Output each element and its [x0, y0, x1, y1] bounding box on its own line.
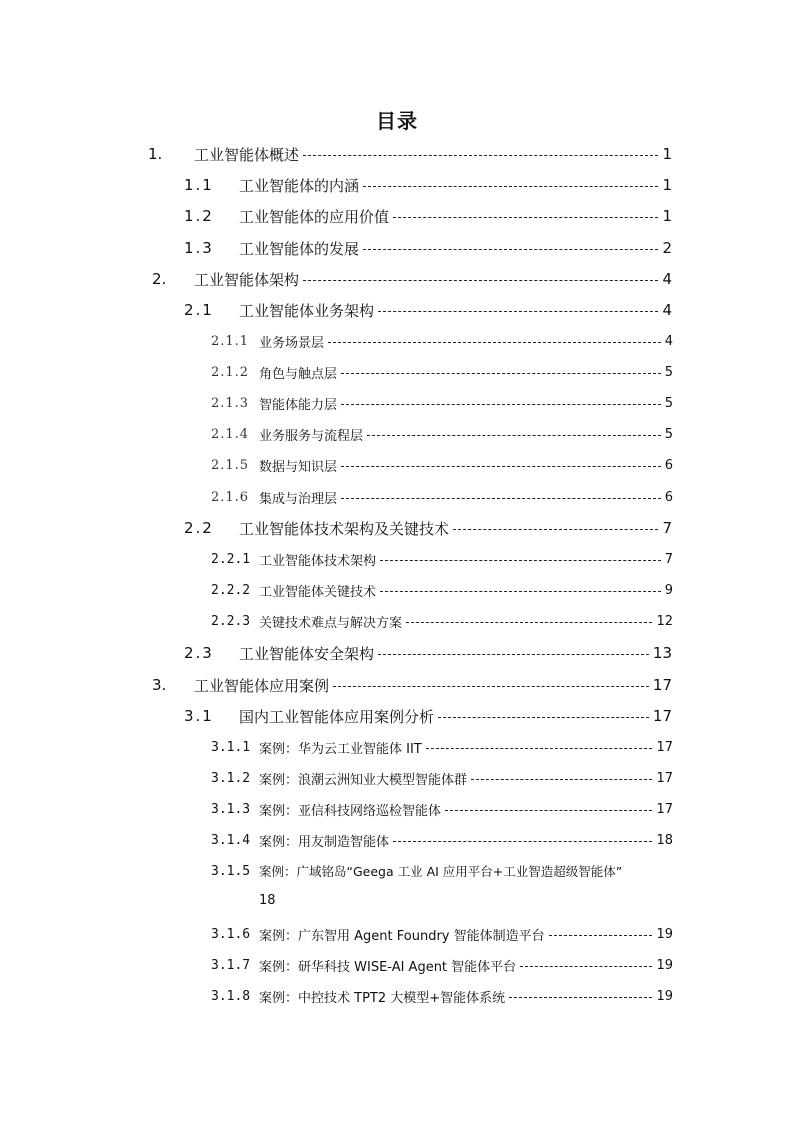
toc-entry-3[interactable] [152, 674, 672, 696]
toc-entry-2-1-6[interactable] [211, 486, 673, 508]
toc-page: 5 [664, 426, 673, 442]
toc-label: 业务场景层 [259, 335, 325, 351]
toc-number: 1.3 [184, 239, 214, 257]
toc-number: 2.2.2 [211, 582, 251, 598]
toc-number: 2.2.3 [211, 613, 251, 629]
toc-entry-2-2[interactable] [184, 517, 672, 539]
toc-page: 4 [662, 270, 672, 288]
toc-entry-3-1-7[interactable] [211, 954, 673, 976]
leader-dots [380, 560, 661, 561]
toc-number: 1.1 [184, 176, 214, 194]
toc-entry-3-1-6[interactable] [211, 923, 673, 945]
leader-dots [380, 591, 661, 592]
toc-label: 案例：中控技术 TPT2 大模型+智能体系统 [259, 990, 506, 1006]
toc-number: 3.1.2 [211, 770, 251, 786]
toc-page: 18 [656, 832, 673, 848]
toc-page: 19 [656, 926, 673, 942]
toc-label: 案例：亚信科技网络巡检智能体 [259, 803, 442, 819]
toc-label: 工业智能体技术架构 [259, 553, 377, 569]
leader-dots [341, 498, 661, 499]
leader-dots [438, 717, 649, 718]
leader-dots [303, 155, 658, 156]
toc-label: 业务服务与流程层 [259, 428, 364, 444]
toc-page: 17 [652, 676, 672, 694]
toc-page: 2 [662, 239, 672, 257]
toc-label: 案例：用友制造智能体 [259, 834, 390, 850]
toc-label: 智能体能力层 [259, 397, 338, 413]
toc-page: 17 [656, 770, 673, 786]
toc-number: 3.1.5 [211, 863, 251, 879]
toc-entry-2-1-3[interactable] [211, 392, 673, 414]
toc-label: 数据与知识层 [259, 459, 338, 475]
toc-label: 工业智能体的发展 [239, 239, 360, 258]
toc-number: 2.1.3 [211, 395, 250, 411]
toc-entry-3-1-1[interactable] [211, 736, 673, 758]
leader-dots [393, 217, 658, 218]
leader-dots [378, 311, 658, 312]
toc-number: 2.1.5 [211, 457, 250, 473]
toc-entry-2-1-1[interactable] [211, 330, 673, 352]
toc-label: 案例：广东智用 Agent Foundry 智能体制造平台 [259, 928, 545, 944]
toc-entry-3-1-5[interactable] [211, 860, 673, 882]
leader-dots [393, 841, 652, 842]
toc-number: 3. [152, 676, 167, 694]
toc-entry-1-2[interactable] [184, 205, 672, 227]
toc-entry-3-1-3[interactable] [211, 798, 673, 820]
leader-dots [549, 935, 653, 936]
toc-number: 3.1.8 [211, 988, 251, 1004]
toc-number: 2.2 [184, 519, 214, 537]
toc-entry-3-1-2[interactable] [211, 767, 673, 789]
toc-entry-3-1-4[interactable] [211, 829, 673, 851]
leader-dots [471, 779, 652, 780]
leader-dots [367, 435, 661, 436]
toc-page: 19 [656, 957, 673, 973]
toc-page: 1 [662, 145, 672, 163]
toc-entry-2-3[interactable] [184, 642, 672, 664]
leader-dots [363, 186, 658, 187]
toc-entry-2-2-3[interactable] [211, 610, 673, 632]
toc-number: 3.1.3 [211, 801, 251, 817]
toc-page: 5 [664, 364, 673, 380]
toc-label: 案例：浪潮云洲知业大模型智能体群 [259, 772, 468, 788]
toc-number: 2.1.4 [211, 426, 250, 442]
toc-page: 6 [664, 489, 673, 505]
toc-entry-2-2-2[interactable] [211, 579, 673, 601]
leader-dots [378, 654, 649, 655]
toc-number: 2.1.1 [211, 333, 250, 349]
toc-label: 工业智能体的应用价值 [239, 207, 390, 226]
toc-page: 5 [664, 395, 673, 411]
toc-label: 关键技术难点与解决方案 [259, 615, 403, 631]
leader-dots [520, 966, 652, 967]
toc-number: 1.2 [184, 207, 214, 225]
toc-page: 1 [662, 207, 672, 225]
toc-page: 4 [664, 333, 673, 349]
toc-number: 3.1 [184, 707, 214, 725]
toc-number: 3.1.1 [211, 739, 251, 755]
leader-dots [453, 529, 658, 530]
toc-entry-2-1-2[interactable] [211, 361, 673, 383]
toc-label: 工业智能体关键技术 [259, 584, 377, 600]
toc-page: 9 [664, 582, 673, 598]
toc-label: 集成与治理层 [259, 491, 338, 507]
toc-entry-2[interactable] [152, 268, 672, 290]
toc-entry-1-3[interactable] [184, 237, 672, 259]
toc-number: 2.1.2 [211, 364, 250, 380]
toc-number: 2.1.6 [211, 489, 250, 505]
toc-entry-3-1[interactable] [184, 705, 672, 727]
leader-dots [363, 249, 658, 250]
toc-label: 工业智能体概述 [194, 145, 300, 164]
toc-page: 4 [662, 301, 672, 319]
toc-label: 工业智能体应用案例 [194, 676, 330, 695]
toc-label: 角色与触点层 [259, 366, 338, 382]
toc-page-wrapped: 18 [259, 893, 276, 908]
toc-label: 案例：研华科技 WISE-AI Agent 智能体平台 [259, 959, 517, 975]
leader-dots [328, 342, 661, 343]
toc-page: 17 [652, 707, 672, 725]
leader-dots [406, 622, 652, 623]
toc-entry-2-1-5[interactable] [211, 454, 673, 476]
toc-title: 目录 [376, 109, 418, 133]
toc-page: 17 [656, 739, 673, 755]
toc-number: 2. [152, 270, 167, 288]
toc-number: 2.2.1 [211, 551, 251, 567]
leader-dots [333, 686, 649, 687]
toc-entry-2-2-1[interactable] [211, 548, 673, 570]
leader-dots [509, 997, 652, 998]
toc-label: 工业智能体架构 [194, 270, 300, 289]
leader-dots [341, 466, 661, 467]
toc-label: 案例：广域铭岛“Geega 工业 AI 应用平台+工业智造超级智能体” [259, 864, 623, 879]
toc-number: 3.1.4 [211, 832, 251, 848]
toc-entry-1-1[interactable] [184, 174, 672, 196]
toc-entry-2-1-4[interactable] [211, 423, 673, 445]
toc-number: 3.1.6 [211, 926, 251, 942]
toc-page: 1 [662, 176, 672, 194]
toc-label: 案例：华为云工业智能体 IIT [259, 741, 422, 757]
toc-entry-2-1[interactable] [184, 299, 672, 321]
toc-page: 7 [664, 551, 673, 567]
leader-dots [426, 748, 653, 749]
leader-dots [341, 373, 661, 374]
toc-page: 19 [656, 988, 673, 1004]
toc-label: 工业智能体技术架构及关键技术 [239, 519, 450, 538]
toc-number: 2.3 [184, 644, 214, 662]
toc-page: 17 [656, 801, 673, 817]
toc-page: 6 [664, 457, 673, 473]
toc-label: 工业智能体业务架构 [239, 301, 375, 320]
toc-entry-1[interactable] [148, 143, 672, 165]
toc-number: 2.1 [184, 301, 214, 319]
toc-label: 国内工业智能体应用案例分析 [239, 707, 435, 726]
toc-entry-3-1-8[interactable] [211, 985, 673, 1007]
toc-label: 工业智能体的内涵 [239, 176, 360, 195]
toc-page: 12 [656, 613, 673, 629]
toc-number: 1. [148, 145, 163, 163]
toc-page: 7 [662, 519, 672, 537]
leader-dots [341, 404, 661, 405]
toc-page: 13 [652, 644, 672, 662]
toc-label: 工业智能体安全架构 [239, 644, 375, 663]
toc-number: 3.1.7 [211, 957, 251, 973]
leader-dots [445, 810, 652, 811]
leader-dots [303, 280, 658, 281]
